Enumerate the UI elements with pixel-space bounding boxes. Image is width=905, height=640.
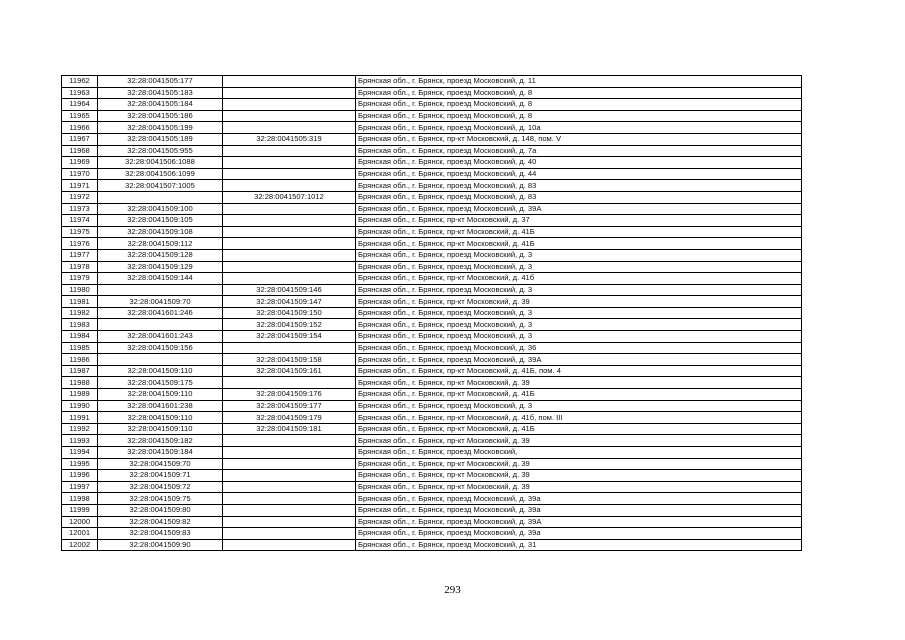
table-row — [62, 110, 802, 122]
cell-cadastral-number: 32:28:0041509:80 — [98, 504, 223, 516]
cell-row-number: 11970 — [62, 168, 98, 180]
cell-linked-cadastral-number — [223, 157, 356, 169]
table-row — [62, 307, 802, 319]
cell-address: Брянская обл., г. Брянск, проезд Московский, д. 83 — [356, 180, 802, 192]
cell-address: Брянская обл., г. Брянск, проезд Московский, д. 3 — [356, 400, 802, 412]
cell-address: Брянская обл., г. Брянск, пр-кт Московский, д. 39 — [356, 470, 802, 482]
cell-cadastral-number — [98, 354, 223, 366]
cell-linked-cadastral-number — [223, 145, 356, 157]
cell-linked-cadastral-number — [223, 447, 356, 459]
cell-address: Брянская обл., г. Брянск, проезд Московский, д. 44 — [356, 168, 802, 180]
cell-linked-cadastral-number — [223, 273, 356, 285]
cell-address: Брянская обл., г. Брянск, пр-кт Московский, д. 39 — [356, 296, 802, 308]
cell-address: Брянская обл., г. Брянск, проезд Московский, д. 8 — [356, 99, 802, 111]
cell-address: Брянская обл., г. Брянск, пр-кт Московский, д. 41Б, пом. 4 — [356, 365, 802, 377]
cell-linked-cadastral-number — [223, 528, 356, 540]
table-row — [62, 76, 802, 88]
cell-row-number: 11990 — [62, 400, 98, 412]
cell-address: Брянская обл., г. Брянск, пр-кт Московский, д. 41б, пом. III — [356, 412, 802, 424]
table-body — [62, 76, 802, 551]
cell-cadastral-number: 32:28:0041509:90 — [98, 539, 223, 551]
cell-linked-cadastral-number — [223, 76, 356, 88]
cell-linked-cadastral-number — [223, 481, 356, 493]
cell-linked-cadastral-number — [223, 238, 356, 250]
cell-row-number: 11969 — [62, 157, 98, 169]
cell-row-number: 11985 — [62, 342, 98, 354]
cell-cadastral-number: 32:28:0041509:70 — [98, 458, 223, 470]
cell-cadastral-number: 32:28:0041509:144 — [98, 273, 223, 285]
cell-row-number: 11993 — [62, 435, 98, 447]
cell-address: Брянская обл., г. Брянск, проезд Московский, д. 36 — [356, 342, 802, 354]
table-row — [62, 215, 802, 227]
cell-cadastral-number: 32:28:0041509:156 — [98, 342, 223, 354]
cell-linked-cadastral-number: 32:28:0041509:161 — [223, 365, 356, 377]
cell-row-number: 11976 — [62, 238, 98, 250]
table-row — [62, 435, 802, 447]
cell-row-number: 11966 — [62, 122, 98, 134]
table-row — [62, 493, 802, 505]
cell-linked-cadastral-number — [223, 470, 356, 482]
cell-linked-cadastral-number — [223, 99, 356, 111]
cell-cadastral-number: 32:28:0041505:189 — [98, 133, 223, 145]
cell-linked-cadastral-number — [223, 342, 356, 354]
cell-cadastral-number: 32:28:0041509:108 — [98, 226, 223, 238]
cell-row-number: 11977 — [62, 249, 98, 261]
cell-linked-cadastral-number — [223, 87, 356, 99]
cell-row-number: 12000 — [62, 516, 98, 528]
cell-row-number: 11967 — [62, 133, 98, 145]
cell-linked-cadastral-number — [223, 122, 356, 134]
cell-cadastral-number: 32:28:0041509:184 — [98, 447, 223, 459]
cell-cadastral-number: 32:28:0041507:1005 — [98, 180, 223, 192]
table-row — [62, 133, 802, 145]
cell-linked-cadastral-number — [223, 539, 356, 551]
cell-address: Брянская обл., г. Брянск, проезд Московский, д. 3 — [356, 249, 802, 261]
cell-row-number: 11989 — [62, 389, 98, 401]
cell-cadastral-number — [98, 191, 223, 203]
cell-row-number: 11994 — [62, 447, 98, 459]
cell-linked-cadastral-number — [223, 226, 356, 238]
cell-cadastral-number: 32:28:0041509:110 — [98, 365, 223, 377]
cell-linked-cadastral-number: 32:28:0041509:154 — [223, 331, 356, 343]
cell-linked-cadastral-number: 32:28:0041509:177 — [223, 400, 356, 412]
cell-address: Брянская обл., г. Брянск, проезд Московский, д. 7а — [356, 145, 802, 157]
cell-row-number: 11965 — [62, 110, 98, 122]
cell-cadastral-number: 32:28:0041509:110 — [98, 389, 223, 401]
cell-linked-cadastral-number: 32:28:0041509:158 — [223, 354, 356, 366]
cell-cadastral-number: 32:28:0041505:184 — [98, 99, 223, 111]
cell-row-number: 11999 — [62, 504, 98, 516]
cell-cadastral-number: 32:28:0041509:128 — [98, 249, 223, 261]
cell-row-number: 11996 — [62, 470, 98, 482]
cell-cadastral-number: 32:28:0041505:183 — [98, 87, 223, 99]
table-row — [62, 180, 802, 192]
cell-address: Брянская обл., г. Брянск, пр-кт Московский, д. 39 — [356, 377, 802, 389]
table-row — [62, 528, 802, 540]
table-row — [62, 377, 802, 389]
cell-linked-cadastral-number — [223, 180, 356, 192]
cell-address: Брянская обл., г. Брянск, пр-кт Московский, д. 41Б — [356, 238, 802, 250]
cell-linked-cadastral-number — [223, 493, 356, 505]
cell-address: Брянская обл., г. Брянск, проезд Московский, д. 3 — [356, 307, 802, 319]
cell-row-number: 11992 — [62, 423, 98, 435]
cell-address: Брянская обл., г. Брянск, проезд Московский, д. 3 — [356, 331, 802, 343]
cell-linked-cadastral-number — [223, 504, 356, 516]
table-row — [62, 168, 802, 180]
table-row — [62, 539, 802, 551]
cell-address: Брянская обл., г. Брянск, проезд Московский, д. 39А — [356, 516, 802, 528]
cell-row-number: 11982 — [62, 307, 98, 319]
cell-cadastral-number: 32:28:0041505:199 — [98, 122, 223, 134]
cell-linked-cadastral-number: 32:28:0041507:1012 — [223, 191, 356, 203]
table-row — [62, 191, 802, 203]
cell-row-number: 11978 — [62, 261, 98, 273]
cell-cadastral-number: 32:28:0041505:955 — [98, 145, 223, 157]
cell-row-number: 11963 — [62, 87, 98, 99]
cell-address: Брянская обл., г. Брянск, пр-кт Московский, д. 39 — [356, 481, 802, 493]
cell-cadastral-number: 32:28:0041506:1088 — [98, 157, 223, 169]
cell-row-number: 11986 — [62, 354, 98, 366]
cell-row-number: 11974 — [62, 215, 98, 227]
table-row — [62, 87, 802, 99]
cell-address: Брянская обл., г. Брянск, проезд Московский, д. 39а — [356, 504, 802, 516]
cell-row-number: 11973 — [62, 203, 98, 215]
cell-cadastral-number: 32:28:0041509:100 — [98, 203, 223, 215]
cell-row-number: 11997 — [62, 481, 98, 493]
table-row — [62, 504, 802, 516]
table-row — [62, 470, 802, 482]
cell-cadastral-number: 32:28:0041509:71 — [98, 470, 223, 482]
table-row — [62, 99, 802, 111]
data-table — [61, 75, 802, 551]
cell-row-number: 11972 — [62, 191, 98, 203]
cell-cadastral-number: 32:28:0041505:186 — [98, 110, 223, 122]
table-row — [62, 481, 802, 493]
cell-cadastral-number: 32:28:0041601:238 — [98, 400, 223, 412]
cell-cadastral-number: 32:28:0041509:75 — [98, 493, 223, 505]
cell-linked-cadastral-number: 32:28:0041509:150 — [223, 307, 356, 319]
table-row — [62, 423, 802, 435]
cell-linked-cadastral-number — [223, 249, 356, 261]
cell-linked-cadastral-number: 32:28:0041505:319 — [223, 133, 356, 145]
table-row — [62, 273, 802, 285]
table-row — [62, 447, 802, 459]
table-row — [62, 296, 802, 308]
cell-row-number: 12001 — [62, 528, 98, 540]
cell-row-number: 11988 — [62, 377, 98, 389]
cell-linked-cadastral-number — [223, 261, 356, 273]
cell-linked-cadastral-number: 32:28:0041509:147 — [223, 296, 356, 308]
cell-address: Брянская обл., г. Брянск, пр-кт Московский, д. 41Б — [356, 389, 802, 401]
cell-linked-cadastral-number: 32:28:0041509:176 — [223, 389, 356, 401]
cell-address: Брянская обл., г. Брянск, проезд Московский, д. 31 — [356, 539, 802, 551]
cell-cadastral-number: 32:28:0041509:110 — [98, 423, 223, 435]
table-row — [62, 249, 802, 261]
cell-row-number: 11987 — [62, 365, 98, 377]
table-row — [62, 458, 802, 470]
table-row — [62, 157, 802, 169]
cell-linked-cadastral-number — [223, 458, 356, 470]
table-row — [62, 145, 802, 157]
cell-address: Брянская обл., г. Брянск, пр-кт Московский, д. 148, пом. V — [356, 133, 802, 145]
cell-address: Брянская обл., г. Брянск, проезд Московский, — [356, 447, 802, 459]
cell-row-number: 11968 — [62, 145, 98, 157]
cell-address: Брянская обл., г. Брянск, пр-кт Московский, д. 41Б — [356, 226, 802, 238]
table-row — [62, 331, 802, 343]
cell-address: Брянская обл., г. Брянск, проезд Московский, д. 3 — [356, 284, 802, 296]
cell-cadastral-number — [98, 319, 223, 331]
cell-address: Брянская обл., г. Брянск, проезд Московский, д. 83 — [356, 191, 802, 203]
cell-cadastral-number: 32:28:0041509:112 — [98, 238, 223, 250]
cell-linked-cadastral-number — [223, 215, 356, 227]
cell-linked-cadastral-number — [223, 377, 356, 389]
cell-address: Брянская обл., г. Брянск, пр-кт Московский, д. 37 — [356, 215, 802, 227]
table-row — [62, 354, 802, 366]
table-row — [62, 342, 802, 354]
cell-linked-cadastral-number — [223, 203, 356, 215]
table-row — [62, 389, 802, 401]
cell-cadastral-number: 32:28:0041509:182 — [98, 435, 223, 447]
cell-cadastral-number: 32:28:0041505:177 — [98, 76, 223, 88]
cell-row-number: 11995 — [62, 458, 98, 470]
cell-address: Брянская обл., г. Брянск, проезд Московский, д. 39а — [356, 528, 802, 540]
cell-row-number: 11998 — [62, 493, 98, 505]
cell-cadastral-number: 32:28:0041509:105 — [98, 215, 223, 227]
table-row — [62, 238, 802, 250]
table-row — [62, 226, 802, 238]
cell-address: Брянская обл., г. Брянск, пр-кт Московский, д. 39 — [356, 435, 802, 447]
cell-address: Брянская обл., г. Брянск, проезд Московский, д. 39А — [356, 354, 802, 366]
cell-row-number: 11964 — [62, 99, 98, 111]
cell-row-number: 11962 — [62, 76, 98, 88]
cell-cadastral-number: 32:28:0041509:129 — [98, 261, 223, 273]
table-row — [62, 400, 802, 412]
table-row — [62, 516, 802, 528]
cell-cadastral-number: 32:28:0041509:110 — [98, 412, 223, 424]
cell-cadastral-number — [98, 284, 223, 296]
cell-linked-cadastral-number — [223, 110, 356, 122]
cell-cadastral-number: 32:28:0041506:1099 — [98, 168, 223, 180]
cell-row-number: 11975 — [62, 226, 98, 238]
cell-address: Брянская обл., г. Брянск, проезд Московский, д. 40 — [356, 157, 802, 169]
cell-linked-cadastral-number: 32:28:0041509:181 — [223, 423, 356, 435]
cell-linked-cadastral-number: 32:28:0041509:146 — [223, 284, 356, 296]
cell-cadastral-number: 32:28:0041601:246 — [98, 307, 223, 319]
table-row — [62, 261, 802, 273]
cell-row-number: 11984 — [62, 331, 98, 343]
cell-address: Брянская обл., г. Брянск, проезд Московский, д. 39а — [356, 493, 802, 505]
cell-cadastral-number: 32:28:0041509:82 — [98, 516, 223, 528]
cell-address: Брянская обл., г. Брянск, пр-кт Московский, д. 41Б — [356, 423, 802, 435]
cell-row-number: 12002 — [62, 539, 98, 551]
table-row — [62, 284, 802, 296]
cell-cadastral-number: 32:28:0041509:70 — [98, 296, 223, 308]
cell-row-number: 11979 — [62, 273, 98, 285]
cell-address: Брянская обл., г. Брянск, пр-кт Московский, д. 39 — [356, 458, 802, 470]
table-row — [62, 365, 802, 377]
cell-address: Брянская обл., г. Брянск, проезд Московский, д. 10а — [356, 122, 802, 134]
cell-row-number: 11981 — [62, 296, 98, 308]
cell-address: Брянская обл., г. Брянск, пр-кт Московский, д. 41б — [356, 273, 802, 285]
cell-address: Брянская обл., г. Брянск, проезд Московский, д. 8 — [356, 110, 802, 122]
cell-cadastral-number: 32:28:0041601:243 — [98, 331, 223, 343]
cell-address: Брянская обл., г. Брянск, проезд Московский, д. 3 — [356, 261, 802, 273]
cell-address: Брянская обл., г. Брянск, проезд Московский, д. 39А — [356, 203, 802, 215]
cell-row-number: 11971 — [62, 180, 98, 192]
cell-address: Брянская обл., г. Брянск, проезд Московский, д. 11 — [356, 76, 802, 88]
table-row — [62, 203, 802, 215]
cell-linked-cadastral-number — [223, 516, 356, 528]
page-number: 293 — [444, 584, 461, 596]
cell-cadastral-number: 32:28:0041509:72 — [98, 481, 223, 493]
cell-address: Брянская обл., г. Брянск, проезд Московский, д. 8 — [356, 87, 802, 99]
cell-cadastral-number: 32:28:0041509:83 — [98, 528, 223, 540]
cell-row-number: 11983 — [62, 319, 98, 331]
cell-row-number: 11980 — [62, 284, 98, 296]
table-row — [62, 412, 802, 424]
cell-linked-cadastral-number: 32:28:0041509:179 — [223, 412, 356, 424]
cell-cadastral-number: 32:28:0041509:175 — [98, 377, 223, 389]
cell-linked-cadastral-number — [223, 435, 356, 447]
cell-linked-cadastral-number: 32:28:0041509:152 — [223, 319, 356, 331]
table-row — [62, 319, 802, 331]
cell-address: Брянская обл., г. Брянск, проезд Московский, д. 3 — [356, 319, 802, 331]
cell-linked-cadastral-number — [223, 168, 356, 180]
cell-row-number: 11991 — [62, 412, 98, 424]
table-row — [62, 122, 802, 134]
